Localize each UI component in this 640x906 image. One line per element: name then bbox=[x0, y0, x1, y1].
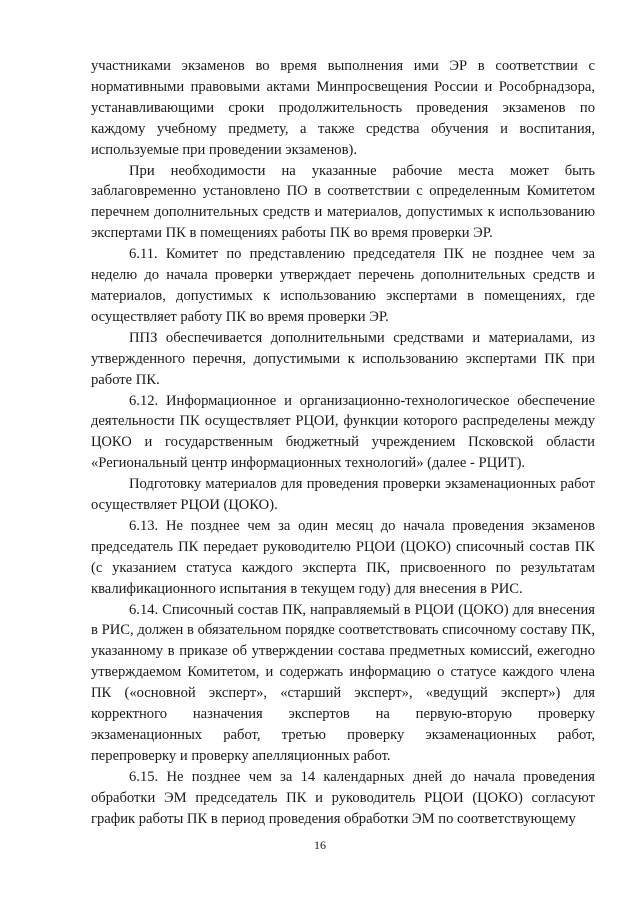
paragraph: 6.14. Списочный состав ПК, направляемый в РЦОИ (ЦОКО) для внесения в РИС, должен в обязательном порядке соответствовать списочному составу ПК, указанному в приказе об утверждении состава предметных комиссий, ежегодно утверждаемом Комитетом, и содержать информацию о статусе каждого члена ПК («основной эксперт», «старший эксперт», «ведущий эксперт») для корректного назначения экспертов на первую-вторую проверку экзаменационных работ, третью проверку экзаменационных работ, перепроверку и проверку апелляционных работ. bbox=[91, 601, 595, 764]
paragraph: 6.15. Не позднее чем за 14 календарных дней до начала проведения обработки ЭМ председатель ПК и руководитель РЦОИ (ЦОКО) согласуют график работы ПК в период проведения обработки ЭМ по соответствующему bbox=[91, 768, 595, 827]
paragraph: ППЗ обеспечивается дополнительными средствами и материалами, из утвержденного перечня, допустимыми к использованию экспертами ПК при работе ПК. bbox=[91, 329, 595, 388]
body-text bbox=[91, 56, 595, 830]
paragraph: Подготовку материалов для проведения проверки экзаменационных работ осуществляет РЦОИ (ЦОКО). bbox=[91, 476, 595, 514]
page-number: 16 bbox=[314, 838, 326, 852]
paragraph: 6.12. Информационное и организационно-технологическое обеспечение деятельности ПК осуществляет РЦОИ, функции которого распределены между ЦОКО и государственным бюджетный учреждением Псковской области «Региональный центр информационных технологий» (далее - РЦИТ). bbox=[91, 392, 595, 472]
paragraph: 6.13. Не позднее чем за один месяц до начала проведения экзаменов председатель ПК передает руководителю РЦОИ (ЦОКО) списочный состав ПК (с указанием статуса каждого эксперта ПК, присвоенного по результатам квалификационного испытания в текущем году) для внесения в РИС. bbox=[91, 517, 595, 597]
paragraph: При необходимости на указанные рабочие места может быть заблаговременно установлено ПО в соответствии с определенным Комитетом перечнем дополнительных средств и материалов, допустимых к использованию экспертами ПК в помещениях работы ПК во время проверки ЭР. bbox=[91, 162, 595, 242]
paragraph: участниками экзаменов во время выполнения ими ЭР в соответствии с нормативными правовыми актами Минпросвещения России и Рособрнадзора, устанавливающими сроки продолжительность проведения экзаменов по каждому учебному предмету, а также средства обучения и воспитания, используемые при проведении экзаменов). bbox=[91, 58, 595, 158]
paragraph: 6.11. Комитет по представлению председателя ПК не позднее чем за неделю до начала проверки утверждает перечень дополнительных средств и материалов, допустимых к использованию экспертами в помещениях, где осуществляет работу ПК во время проверки ЭР. bbox=[91, 246, 595, 325]
